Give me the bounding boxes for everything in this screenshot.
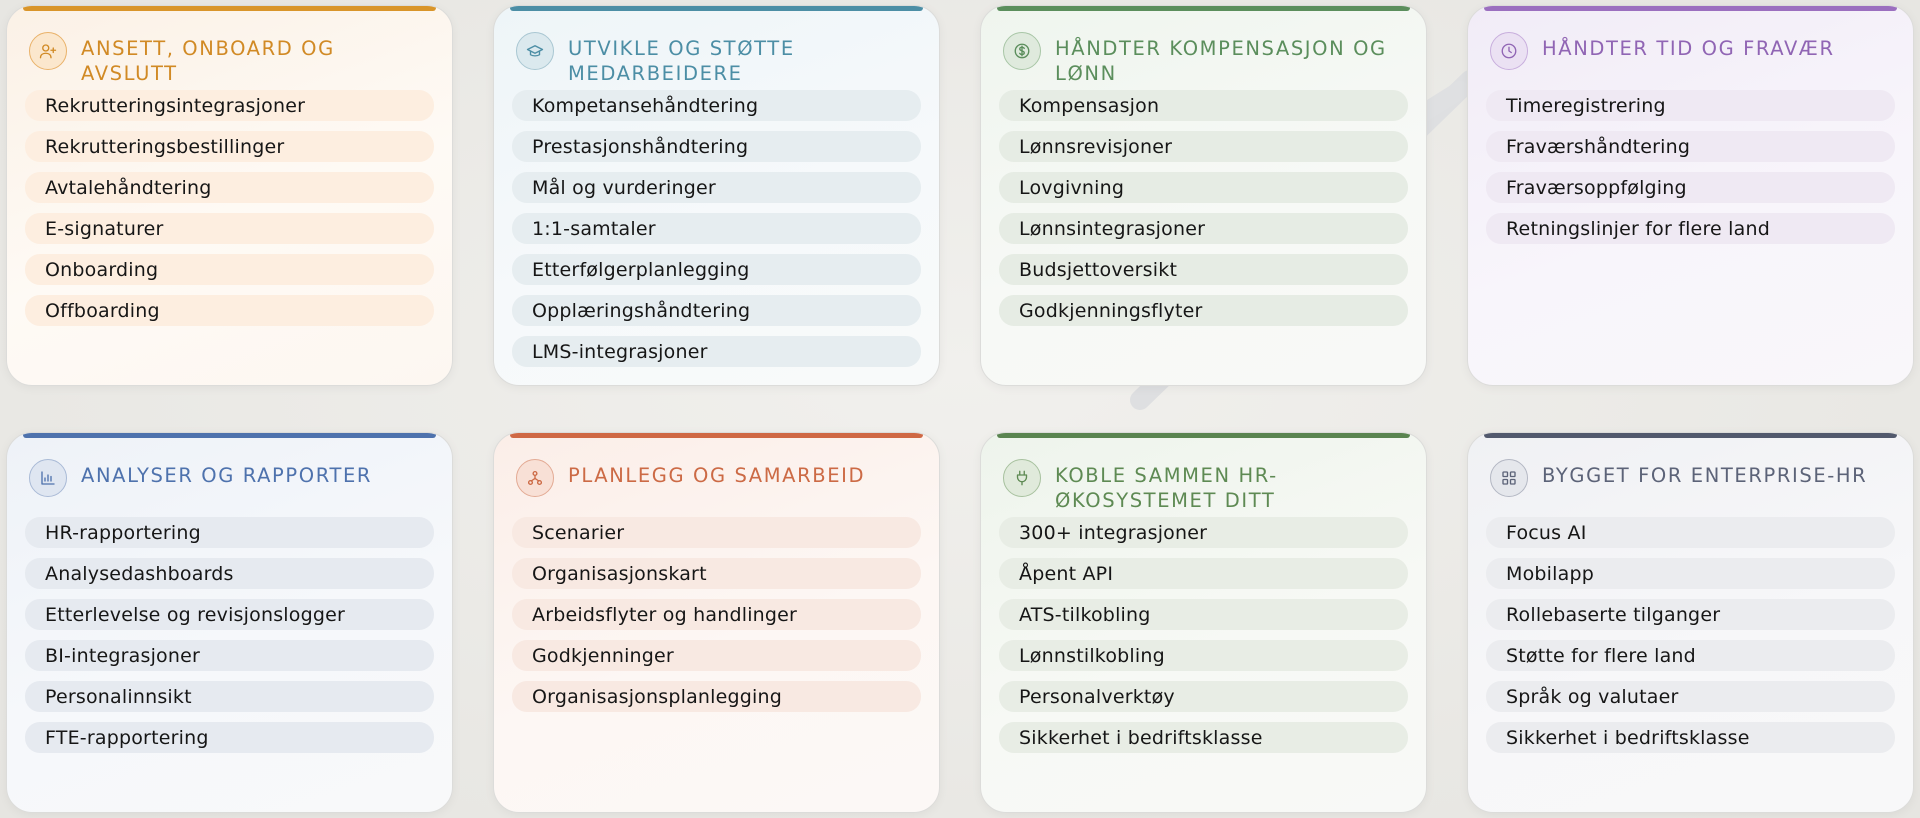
card-accent-bar (23, 6, 436, 11)
list-item: Støtte for flere land (1486, 640, 1895, 671)
card-title: KOBLE SAMMEN HR-ØKOSYSTEMET DITT (1055, 464, 1278, 512)
feature-list (25, 90, 434, 336)
card-title: HÅNDTER KOMPENSASJON OG LØNN (1055, 37, 1387, 85)
card-header (1490, 459, 1891, 497)
card-connect-ecosystem (980, 432, 1427, 813)
list-item: Lønnsintegrasjoner (999, 213, 1408, 244)
card-analyze-report (6, 432, 453, 813)
card-header (1003, 32, 1404, 86)
card-accent-bar (510, 433, 923, 438)
list-item: Avtalehåndtering (25, 172, 434, 203)
list-item: Godkjenningsflyter (999, 295, 1408, 326)
feature-list (512, 90, 921, 377)
bar-chart-icon (29, 459, 67, 497)
list-item: BI-integrasjoner (25, 640, 434, 671)
list-item: Kompensasjon (999, 90, 1408, 121)
card-built-for-enterprise (1467, 432, 1914, 813)
list-item: FTE-rapportering (25, 722, 434, 753)
list-item: Språk og valutaer (1486, 681, 1895, 712)
card-accent-bar (1484, 6, 1897, 11)
list-item: Organisasjonsplanlegging (512, 681, 921, 712)
list-item: Lønnsrevisjoner (999, 131, 1408, 162)
list-item: Rekrutteringsintegrasjoner (25, 90, 434, 121)
plug-icon (1003, 459, 1041, 497)
list-item: Mål og vurderinger (512, 172, 921, 203)
card-accent-bar (1484, 433, 1897, 438)
card-title: ANALYSER OG RAPPORTER (81, 464, 373, 487)
card-header (29, 32, 430, 86)
grid-icon (1490, 459, 1528, 497)
list-item: Fraværsoppfølging (1486, 172, 1895, 203)
list-item: Arbeidsflyter og handlinger (512, 599, 921, 630)
list-item: Lovgivning (999, 172, 1408, 203)
card-title: UTVIKLE OG STØTTE MEDARBEIDERE (568, 37, 795, 85)
card-header (29, 459, 430, 497)
card-title: PLANLEGG OG SAMARBEID (568, 464, 866, 487)
card-time-absence (1467, 5, 1914, 386)
card-header (516, 32, 917, 86)
list-item: LMS-integrasjoner (512, 336, 921, 367)
list-item: Budsjettoversikt (999, 254, 1408, 285)
feature-list (512, 517, 921, 722)
list-item: Kompetansehåndtering (512, 90, 921, 121)
list-item: Rollebaserte tilganger (1486, 599, 1895, 630)
list-item: Sikkerhet i bedriftsklasse (999, 722, 1408, 753)
card-develop-support (493, 5, 940, 386)
card-header (1490, 32, 1891, 70)
list-item: Timeregistrering (1486, 90, 1895, 121)
card-accent-bar (997, 433, 1410, 438)
org-network-icon (516, 459, 554, 497)
list-item: Opplæringshåndtering (512, 295, 921, 326)
card-title: HÅNDTER TID OG FRAVÆR (1542, 37, 1835, 60)
list-item: 300+ integrasjoner (999, 517, 1408, 548)
feature-list (999, 517, 1408, 763)
feature-list (25, 517, 434, 763)
list-item: Retningslinjer for flere land (1486, 213, 1895, 244)
card-plan-collaborate (493, 432, 940, 813)
list-item: Onboarding (25, 254, 434, 285)
list-item: Organisasjonskart (512, 558, 921, 589)
card-accent-bar (997, 6, 1410, 11)
list-item: Etterfølgerplanlegging (512, 254, 921, 285)
list-item: ATS-tilkobling (999, 599, 1408, 630)
list-item: Rekrutteringsbestillinger (25, 131, 434, 162)
clock-icon (1490, 32, 1528, 70)
list-item: Åpent API (999, 558, 1408, 589)
list-item: Lønnstilkobling (999, 640, 1408, 671)
feature-list (999, 90, 1408, 336)
list-item: Personalverktøy (999, 681, 1408, 712)
list-item: E-signaturer (25, 213, 434, 244)
list-item: 1:1-samtaler (512, 213, 921, 244)
card-title: BYGGET FOR ENTERPRISE-HR (1542, 464, 1868, 487)
card-header (1003, 459, 1404, 513)
dollar-circle-icon (1003, 32, 1041, 70)
list-item: Personalinnsikt (25, 681, 434, 712)
list-item: Sikkerhet i bedriftsklasse (1486, 722, 1895, 753)
list-item: Prestasjonshåndtering (512, 131, 921, 162)
list-item: Mobilapp (1486, 558, 1895, 589)
list-item: Scenarier (512, 517, 921, 548)
card-title: ANSETT, ONBOARD OG AVSLUTT (81, 37, 335, 85)
list-item: Analysedashboards (25, 558, 434, 589)
card-header (516, 459, 917, 497)
user-plus-icon (29, 32, 67, 70)
feature-list (1486, 517, 1895, 763)
feature-list (1486, 90, 1895, 254)
card-hire-onboard-offboard (6, 5, 453, 386)
list-item: Focus AI (1486, 517, 1895, 548)
card-accent-bar (510, 6, 923, 11)
list-item: Etterlevelse og revisjonslogger (25, 599, 434, 630)
list-item: Godkjenninger (512, 640, 921, 671)
list-item: Offboarding (25, 295, 434, 326)
list-item: Fraværshåndtering (1486, 131, 1895, 162)
graduation-cap-icon (516, 32, 554, 70)
card-accent-bar (23, 433, 436, 438)
card-compensation-payroll (980, 5, 1427, 386)
list-item: HR-rapportering (25, 517, 434, 548)
